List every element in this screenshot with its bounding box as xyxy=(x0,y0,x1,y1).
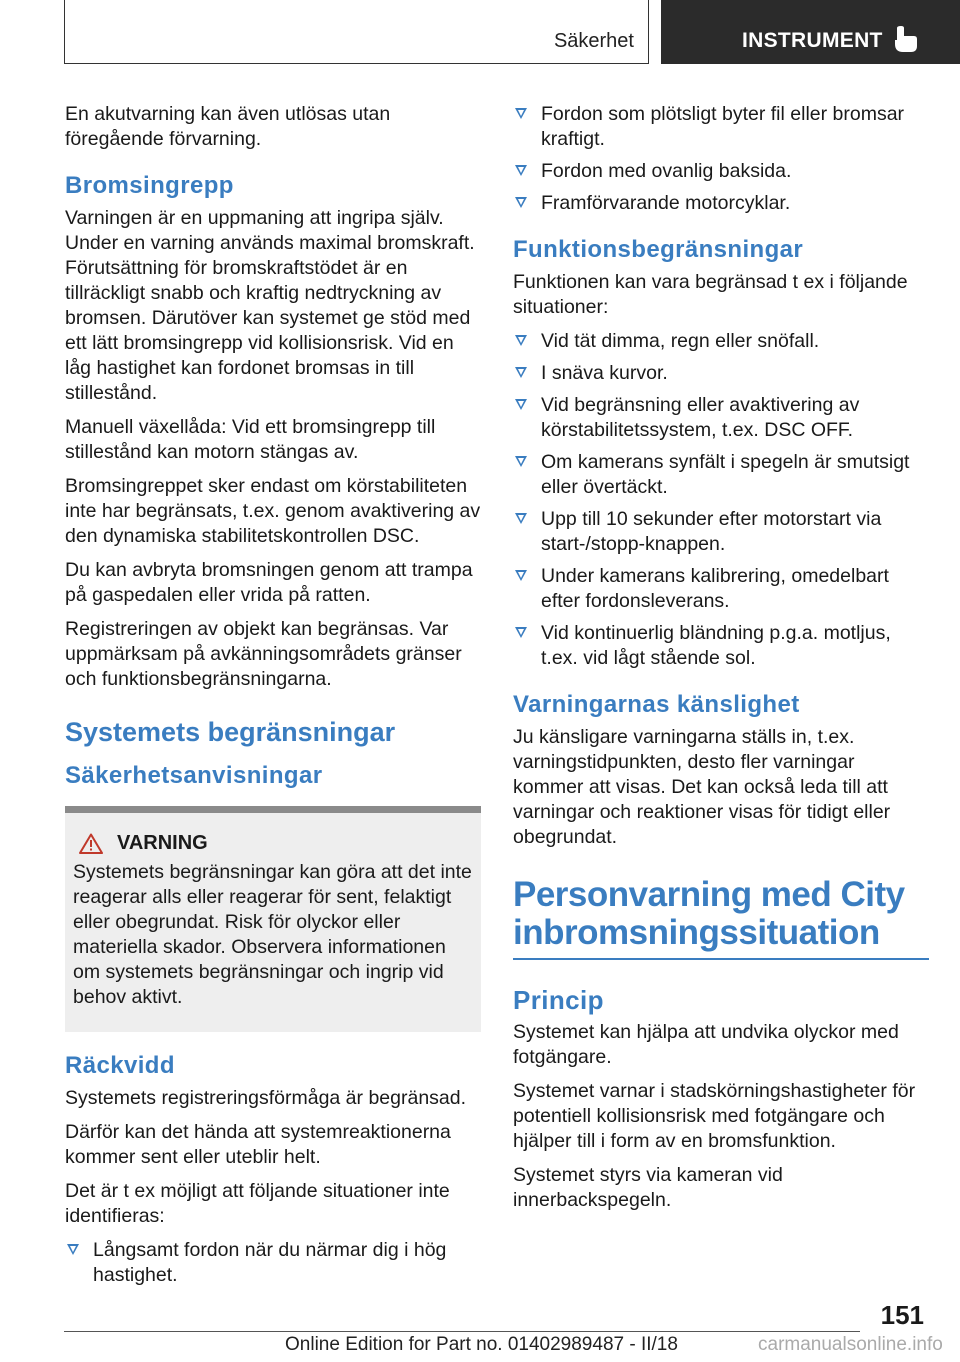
triangle-bullet-icon xyxy=(515,570,527,581)
pointing-hand-icon xyxy=(893,26,919,54)
header-chapter-title: INSTRUMENT xyxy=(742,29,883,52)
range-list-continued xyxy=(513,102,929,216)
triangle-bullet-icon xyxy=(515,399,527,410)
heading-limits: Systemets begränsningar xyxy=(65,717,396,747)
func-list xyxy=(513,329,929,671)
triangle-bullet-icon xyxy=(515,108,527,119)
right-column xyxy=(513,102,929,1222)
list-item: Vid tät dimma, regn eller snöfall. xyxy=(513,329,929,354)
list-item: Vid kontinuerlig bländning p.g.a. motljus, t.ex. vid lågt stående sol. xyxy=(513,621,929,671)
triangle-bullet-icon xyxy=(515,456,527,467)
header-section-title: Säkerhet xyxy=(553,30,634,52)
range-list xyxy=(65,1238,481,1288)
paragraph: Systemets registreringsförmåga är begränsad. xyxy=(65,1087,467,1109)
heading-person-warning: Personvarning med City inbromsningssituation xyxy=(513,876,929,960)
intro-text: En akutvarning kan även utlösas utan föregående förvarning. xyxy=(65,103,391,150)
list-item: Fordon som plötsligt byter fil eller bromsar kraftigt. xyxy=(513,102,929,152)
paragraph: Det är t ex möjligt att följande situationer inte identifieras: xyxy=(65,1180,450,1227)
list-item: Framförvarande motorcyklar. xyxy=(513,191,929,216)
paragraph: Manuell växellåda: Vid ett bromsingrepp till stillestånd kan motorn stängas av. xyxy=(65,416,436,463)
warning-header xyxy=(73,831,473,856)
list-item: Vid begränsning eller avaktivering av körstabilitetssystem, t.ex. DSC OFF. xyxy=(513,393,929,443)
paragraph: Du kan avbryta bromsningen genom att trampa på gaspedalen eller vrida på ratten. xyxy=(65,559,473,606)
page-number: 151 xyxy=(880,1300,924,1330)
footer-edition: Online Edition for Part no. 01402989487 - II/18 xyxy=(285,1334,678,1355)
heading-safety: Säkerhetsanvisningar xyxy=(65,762,323,789)
list-item: Långsamt fordon när du närmar dig i hög hastighet. xyxy=(65,1238,481,1288)
triangle-bullet-icon xyxy=(515,335,527,346)
heading-range: Räckvidd xyxy=(65,1052,175,1079)
header-chapter-box xyxy=(661,0,960,64)
list-item: I snäva kurvor. xyxy=(513,361,929,386)
warning-triangle-icon xyxy=(79,833,103,854)
paragraph: Systemet varnar i stadskörningshastigheter för potentiell kollisionsrisk med fotgängare och hjälper till i form av en bromsfunktion. xyxy=(513,1080,916,1152)
triangle-bullet-icon xyxy=(515,197,527,208)
list-item: Fordon med ovanlig baksida. xyxy=(513,159,929,184)
heading-bromsingrepp: Bromsingrepp xyxy=(65,172,234,199)
watermark-text: carmanualsonline.info xyxy=(758,1334,943,1355)
paragraph: Systemet styrs via kameran vid innerbackspegeln. xyxy=(513,1164,783,1211)
left-column xyxy=(65,102,481,1297)
paragraph: Bromsingreppet sker endast om körstabiliteten inte har begränsats, t.ex. genom avaktivering av den dynamiska stabilitetskontrollen DSC. xyxy=(65,475,481,547)
paragraph: Varningen är en uppmaning att ingripa själv. Under en varning används maximal bromskraft. Förutsättning för bromskraftstödet är en tillräckligt snabb och kraftig nedtryckning av bromsen. Därutöver kan systemet ge stöd med ett lätt bromsingrepp vid kollisionsrisk. Vid en låg hastighet kan fordonet bromsas in till stillestånd. xyxy=(65,207,475,404)
list-item: Om kamerans synfält i spegeln är smutsigt eller övertäckt. xyxy=(513,450,929,500)
warning-text: Systemets begränsningar kan göra att det inte reagerar alls eller reagerar för sent, felaktigt eller obegrundat. Risk för olyckor eller materiella skador. Observera informationen om systemets begränsningar och ingrip vid behov aktivt. xyxy=(73,861,472,1008)
paragraph: Ju känsligare varningarna ställs in, t.ex. varningstidpunkten, desto fler varningar kommer att visas. Det kan också leda till att varningar och reaktioner visas för tidigt eller obegrundat. xyxy=(513,726,891,848)
footer-divider xyxy=(64,1331,860,1332)
triangle-bullet-icon xyxy=(67,1244,79,1255)
list-item: Upp till 10 sekunder efter motorstart via start-/stopp-knappen. xyxy=(513,507,929,557)
heading-princip: Princip xyxy=(513,985,604,1015)
paragraph: Funktionen kan vara begränsad t ex i följande situationer: xyxy=(513,271,908,318)
paragraph: Registreringen av objekt kan begränsas. Var uppmärksam på avkänningsområdets gränser och funktionsbegränsningarna. xyxy=(65,618,462,690)
paragraph: Därför kan det hända att systemreaktionerna kommer sent eller uteblir helt. xyxy=(65,1121,451,1168)
heading-func-limits: Funktionsbegränsningar xyxy=(513,236,804,263)
warning-label: VARNING xyxy=(117,832,208,854)
list-item: Under kamerans kalibrering, omedelbart efter fordonsleverans. xyxy=(513,564,929,614)
triangle-bullet-icon xyxy=(515,367,527,378)
triangle-bullet-icon xyxy=(515,165,527,176)
warning-box xyxy=(65,806,481,1032)
triangle-bullet-icon xyxy=(515,627,527,638)
paragraph: Systemet kan hjälpa att undvika olyckor med fotgängare. xyxy=(513,1021,899,1068)
heading-sensitivity: Varningarnas känslighet xyxy=(513,691,800,718)
header-section-box xyxy=(64,0,649,64)
triangle-bullet-icon xyxy=(515,513,527,524)
